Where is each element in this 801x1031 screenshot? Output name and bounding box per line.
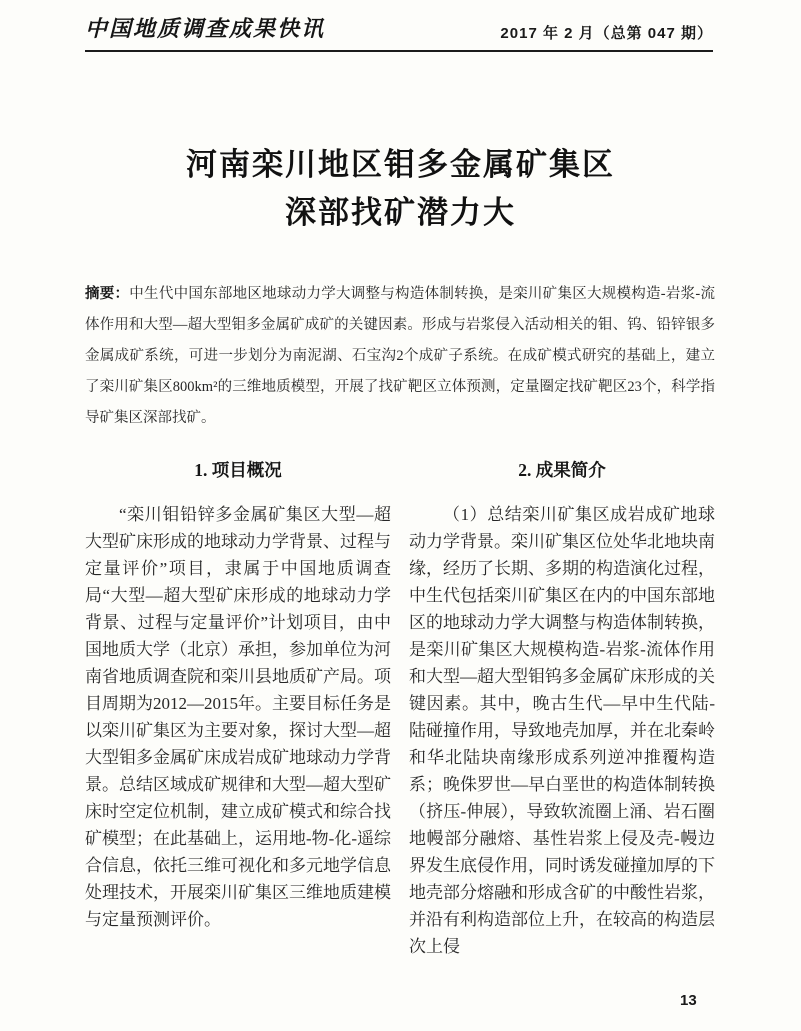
issue-date-label: 2017 年 2 月（总第 047 期） <box>500 25 713 42</box>
two-column-body <box>85 458 715 960</box>
column-right <box>409 458 715 960</box>
section-heading-1: 1. 项目概况 <box>194 460 282 480</box>
bulletin-brand-title: 中国地质调查成果快讯 <box>85 16 326 42</box>
article-title-line2: 深部找矿潜力大 <box>285 195 516 230</box>
article-title <box>0 141 801 237</box>
section-1-paragraph: “栾川钼铅锌多金属矿集区大型—超大型矿床形成的地球动力学背景、过程与定量评价”项目，隶属于中国地质调查局“大型—超大型矿床形成的地球动力学背景、过程与定量评价”计划项目，由中国地质大学（北京）承担，参加单位为河南省地质调查院和栾川县地质矿产局。项目周期为2012—2015年。主要目标任务是以栾川矿集区为主要对象，探讨大型—超大型钼多金属矿床成岩成矿地球动力学背景。总结区域成矿规律和大型—超大型矿床时空定位机制，建立成矿模式和综合找矿模型；在此基础上，运用地-物-化-遥综合信息，依托三维可视化和多元地学信息处理技术，开展栾川矿集区三维地质建模与定量预测评价。 <box>85 505 391 929</box>
section-heading-2: 2. 成果简介 <box>518 460 606 480</box>
column-left <box>85 458 391 960</box>
abstract-text: 中生代中国东部地区地球动力学大调整与构造体制转换，是栾川矿集区大规模构造-岩浆-流体作用和大型—超大型钼多金属矿成矿的关键因素。形成与岩浆侵入活动相关的钼、钨、铅锌银多金属成矿系统，可进一步划分为南泥湖、石宝沟2个成矿子系统。在成矿模式研究的基础上，建立了栾川矿集区800km²的三维地质模型，开展了找矿靶区立体预测，定量圈定找矿靶区23个，科学指导矿集区深部找矿。 <box>85 286 716 426</box>
abstract-label: 摘要： <box>85 286 130 302</box>
abstract-paragraph <box>85 279 715 434</box>
page-number: 13 <box>680 992 697 1009</box>
page-header <box>85 12 713 52</box>
article-title-line1: 河南栾川地区钼多金属矿集区 <box>186 147 615 182</box>
section-2-paragraph: （1）总结栾川矿集区成岩成矿地球动力学背景。栾川矿集区位处华北地块南缘，经历了长期、多期的构造演化过程，中生代包括栾川矿集区在内的中国东部地区的地球动力学大调整与构造体制转换，是栾川矿集区大规模构造-岩浆-流体作用和大型—超大型钼钨多金属矿床形成的关键因素。其中，晚古生代—早中生代陆-陆碰撞作用，导致地壳加厚，并在北秦岭和华北陆块南缘形成系列逆冲推覆构造系；晚侏罗世—早白垩世的构造体制转换（挤压-伸展），导致软流圈上涌、岩石圈地幔部分融熔、基性岩浆上侵及壳-幔边界发生底侵作用，同时诱发碰撞加厚的下地壳部分熔融和形成含矿的中酸性岩浆，并沿有利构造部位上升，在较高的构造层次上侵 <box>409 505 715 956</box>
